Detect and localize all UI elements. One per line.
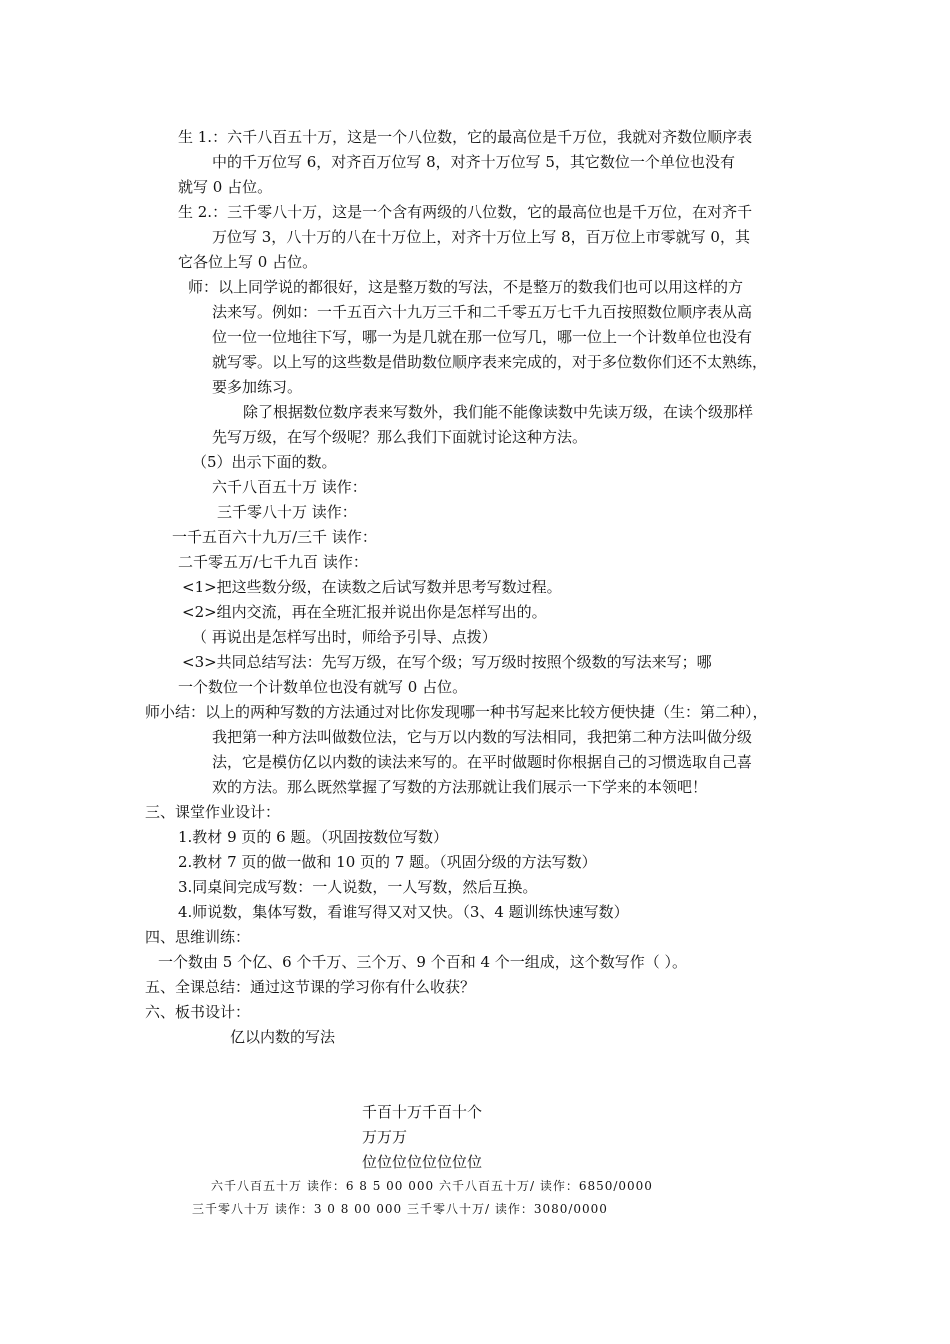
homework-item-4: 4.师说数，集体写数，看谁写得又对又快。（3、4 题训练快速写数）: [178, 903, 629, 921]
text-line-22: <3>共同总结写法：先写万级，在写个级；写万级时按照个级数的写法来写；哪: [182, 653, 712, 671]
thinking-question: 一个数由 5 个亿、6 个千万、三个万、9 个百和 4 个一组成，这个数写作（ ）。: [158, 953, 688, 971]
text-line-26: 法，它是模仿亿以内数的读法来写的。在平时做题时你根据自己的习惯选取自己喜: [212, 753, 753, 771]
text-line-11: 要多加练习。: [212, 378, 303, 396]
text-line-3: 就写 0 占位。: [178, 178, 273, 196]
section-heading-5: 五、全课总结：通过这节课的学习你有什么收获？: [145, 978, 476, 996]
section-heading-4: 四、思维训练：: [145, 928, 251, 946]
text-line-4: 生 2.：三千零八十万，这是一个含有两级的八位数，它的最高位也是千万位，在对齐千: [178, 203, 753, 221]
text-line-7: 师：以上同学说的都很好，这是整万数的写法，不是整万的数我们也可以用这样的方: [188, 278, 744, 296]
text-line-25: 我把第一种方法叫做数位法，它与万以内数的写法相同，我把第二种方法叫做分级: [212, 728, 753, 746]
board-place-row-1: 千百十万千百十个: [362, 1103, 483, 1121]
homework-item-2: 2.教材 7 页的做一做和 10 页的 7 题。（巩固分级的方法写数）: [178, 853, 597, 871]
text-line-12: 除了根据数位数序表来写数外，我们能不能像读数中先读万级，在读个级那样: [243, 403, 754, 421]
text-line-2: 中的千万位写 6，对齐百万位写 8，对齐十万位写 5，其它数位一个单位也没有: [212, 153, 735, 171]
section-heading-6: 六、板书设计：: [145, 1003, 251, 1021]
text-line-1: 生 1.：六千八百五十万，这是一个八位数，它的最高位是千万位，我就对齐数位顺序表: [178, 128, 753, 146]
text-line-17: 一千五百六十九万/三千 读作：: [172, 528, 377, 546]
text-line-19: <1>把这些数分级，在读数之后试写数并思考写数过程。: [182, 578, 562, 596]
text-line-15: 六千八百五十万 读作：: [212, 478, 367, 496]
text-line-14: （5）出示下面的数。: [192, 453, 337, 471]
text-line-5: 万位写 3，八十万的八在十万位上，对齐十万位上写 8，百万位上市零就写 0，其: [212, 228, 750, 246]
text-line-27: 欢的方法。那么既然掌握了写数的方法那就让我们展示一下学来的本领吧！: [212, 778, 708, 796]
text-line-20: <2>组内交流，再在全班汇报并说出你是怎样写出的。: [182, 603, 547, 621]
text-line-10: 就写零。以上写的这些数是借助数位顺序表来完成的，对于多位数你们还不太熟练，: [212, 353, 768, 371]
text-line-8: 法来写。例如：一千五百六十九万三千和二千零五万七千九百按照数位顺序表从高: [212, 303, 753, 321]
text-line-16: 三千零八十万 读作：: [217, 503, 357, 521]
text-line-24: 师小结：以上的两种写数的方法通过对比你发现哪一种书写起来比较方便快捷（生：第二种），: [145, 703, 768, 721]
text-line-13: 先写万级，在写个级呢？那么我们下面就讨论这种方法。: [212, 428, 588, 446]
board-place-row-3: 位位位位位位位位: [362, 1153, 483, 1171]
board-title: 亿以内数的写法: [230, 1028, 336, 1046]
board-example-1: 六千八百五十万 读作：6 8 5 00 000 六千八百五十万/ 读作：6850/0000: [211, 1179, 653, 1193]
text-line-18: 二千零五万/七千九百 读作：: [178, 553, 368, 571]
text-line-23: 一个数位一个计数单位也没有就写 0 占位。: [178, 678, 468, 696]
board-example-2: 三千零八十万 读作：3 0 8 00 000 三千零八十万/ 读作：3080/0000: [192, 1202, 608, 1216]
homework-item-1: 1.教材 9 页的 6 题。（巩固按数位写数）: [178, 828, 448, 846]
text-line-21: （ 再说出是怎样写出时，师给予引导、点拨）: [192, 628, 497, 646]
text-line-9: 位一位一位地往下写，哪一为是几就在那一位写几，哪一位上一个计数单位也没有: [212, 328, 753, 346]
text-line-6: 它各位上写 0 占位。: [178, 253, 318, 271]
board-place-row-2: 万万万: [362, 1128, 408, 1146]
homework-item-3: 3.同桌间完成写数：一人说数，一人写数，然后互换。: [178, 878, 538, 896]
section-heading-3: 三、课堂作业设计：: [145, 803, 281, 821]
